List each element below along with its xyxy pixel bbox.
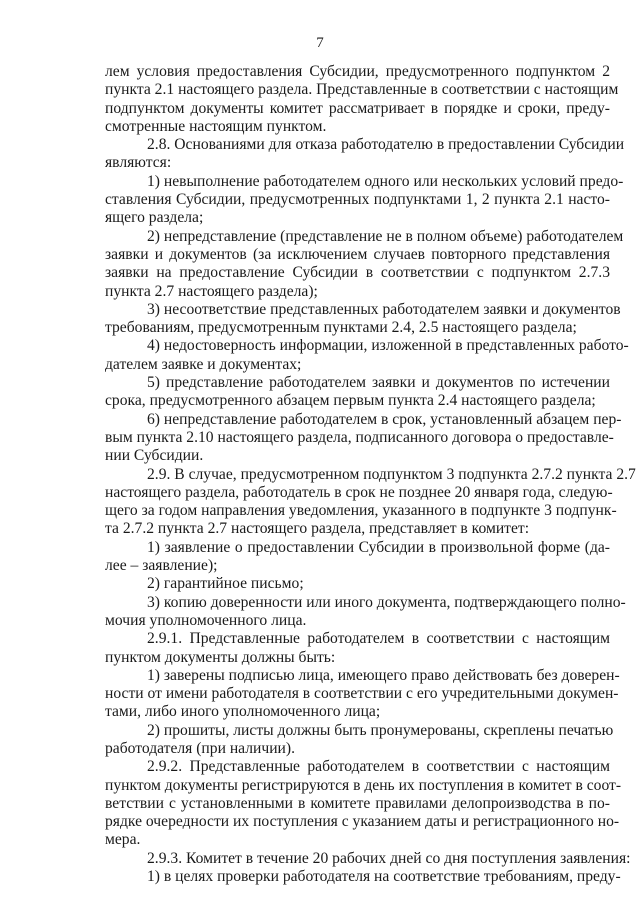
text-line: срока, предусмотренного абзацем первым пункта 2.4 настоящего раздела;	[105, 392, 596, 410]
text-line: мочия уполномоченного лица.	[105, 611, 307, 629]
text-line: 1) в целях проверки работодателя на соответствие требованиям, преду-	[147, 868, 621, 886]
text-line: рядке очередности их поступления с указанием даты и регистрационного но-	[105, 813, 620, 831]
text-line: ящего раздела;	[105, 209, 204, 227]
text-line: подпунктом документы комитет рассматривает в порядке и сроки, преду-	[105, 99, 610, 117]
text-line: 2.9. В случае, предусмотренном подпунктом 3 подпункта 2.7.2 пункта 2.7	[147, 465, 636, 483]
text-line: заявки и документов (за исключением случаев повторного представления	[105, 245, 610, 263]
text-line: 5) представление работодателем заявки и документов по истечении	[147, 374, 610, 392]
text-line: 2.9.2. Представленные работодателем в соответствии с настоящим	[147, 758, 610, 776]
text-line: работодателя (при наличии).	[105, 739, 295, 757]
text-line: 4) недостоверность информации, изложенной в представленных работо-	[147, 337, 629, 355]
text-line: ставления Субсидии, предусмотренных подпунктами 1, 2 пункта 2.1 насто-	[105, 191, 610, 209]
text-line: щего за годом направления уведомления, указанного в подпункте 3 подпунк-	[105, 502, 617, 520]
text-line: 1) заявление о предоставлении Субсидии в произвольной форме (да-	[147, 538, 610, 556]
text-line: лее – заявление);	[105, 557, 218, 575]
text-line: 1) невыполнение работодателем одного или нескольких условий предо-	[147, 172, 624, 190]
text-line: настоящего раздела, работодатель в срок не позднее 20 января года, следую-	[105, 483, 613, 501]
text-line: нии Субсидии.	[105, 447, 204, 465]
text-line: заявки на предоставление Субсидии в соответствии с подпунктом 2.7.3	[105, 264, 610, 282]
text-line: 2) прошиты, листы должны быть пронумерованы, скреплены печатью	[147, 721, 614, 739]
text-line: мера.	[105, 831, 141, 849]
text-line: та 2.7.2 пункта 2.7 настоящего раздела, представляет в комитет:	[105, 520, 530, 538]
page-number: 7	[316, 35, 324, 51]
text-line: дателем заявке и документах;	[105, 355, 302, 373]
text-line: 1) заверены подписью лица, имеющего право действовать без доверен-	[147, 666, 620, 684]
text-line: пунктом документы должны быть:	[105, 648, 336, 666]
text-line: являются:	[105, 154, 172, 172]
text-line: тами, либо иного уполномоченного лица;	[105, 703, 381, 721]
text-line: 6) непредставление работодателем в срок, установленный абзацем пер-	[147, 410, 622, 428]
text-line: требованиям, предусмотренным пунктами 2.4, 2.5 настоящего раздела;	[105, 319, 577, 337]
text-line: пунктом документы регистрируются в день их поступления в комитет в соот-	[105, 776, 622, 794]
text-line: 2.8. Основаниями для отказа работодателю в предоставлении Субсидии	[147, 136, 625, 154]
text-line: 2) гарантийное письмо;	[147, 575, 304, 593]
text-line: 3) несоответствие представленных работодателем заявки и документов	[147, 300, 621, 318]
text-line: 2.9.1. Представленные работодателем в соответствии с настоящим	[147, 630, 610, 648]
text-line: пункта 2.7 настоящего раздела);	[105, 282, 318, 300]
text-line: 2) непредставление (представление не в полном объеме) работодателем	[147, 227, 624, 245]
text-line: пункта 2.1 настоящего раздела. Представленные в соответствии с настоящим	[105, 81, 619, 99]
text-line: лем условия предоставления Субсидии, предусмотренного подпунктом 2	[105, 63, 610, 80]
text-line: ветствии с установленными в комитете правилами делопроизводства в по-	[105, 794, 610, 812]
text-line: 3) копию доверенности или иного документа, подтверждающего полно-	[147, 593, 626, 611]
document-body	[105, 63, 636, 886]
text-line: 2.9.3. Комитет в течение 20 рабочих дней со дня поступления заявления:	[147, 849, 631, 867]
text-line: ности от имени работодателя в соответствии с его учредительными докумен-	[105, 685, 619, 703]
text-line: смотренные настоящим пунктом.	[105, 117, 327, 135]
text-line: вым пункта 2.10 настоящего раздела, подписанного договора о предоставле-	[105, 428, 614, 446]
